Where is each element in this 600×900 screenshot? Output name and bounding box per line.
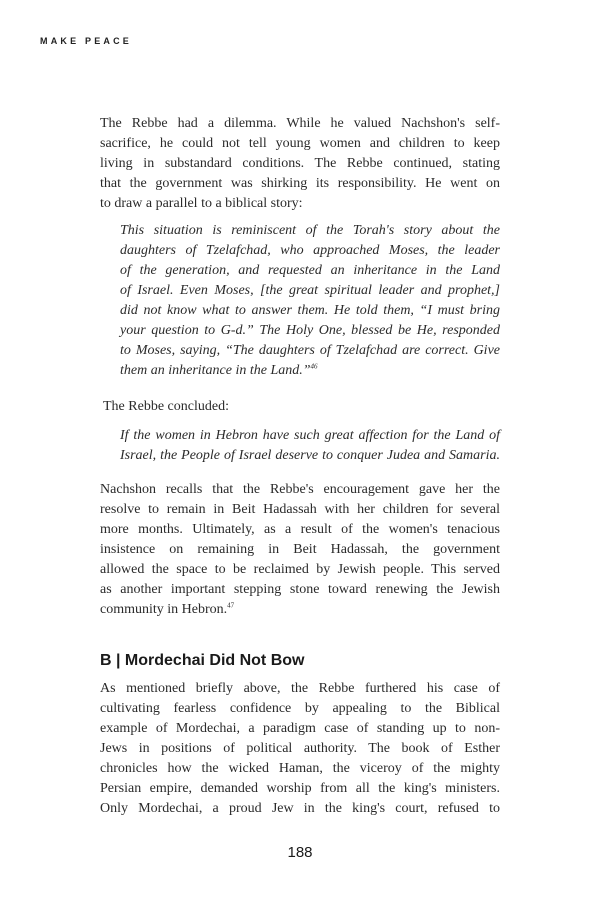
line-text: as another important stepping stone toward renewing the Jewish — [100, 582, 500, 597]
line-text: This situation is reminiscent of the Torah's story about the — [120, 223, 500, 238]
paragraph — [100, 480, 500, 620]
text-line — [100, 174, 500, 194]
line-text: them an inheritance in the Land.” — [120, 363, 311, 378]
line-text: example of Mordechai, a paradigm case of standing up to non- — [100, 721, 500, 736]
line-text: The Rebbe had a dilemma. While he valued Nachshon's self- — [100, 116, 500, 131]
text-line — [100, 580, 500, 600]
footnote-marker[interactable]: 46 — [310, 362, 318, 371]
text-line — [120, 426, 500, 446]
line-text: Persian empire, demanded worship from all the king's ministers. — [100, 781, 500, 796]
text-line — [100, 154, 500, 174]
text-line — [100, 520, 500, 540]
line-text: Israel, the People of Israel deserve to conquer Judea and Samaria. — [120, 448, 500, 463]
line-text: to draw a parallel to a biblical story: — [100, 196, 303, 211]
block-quote — [120, 221, 500, 381]
line-text: to Moses, saying, “The daughters of Tzelafchad are correct. Give — [120, 343, 500, 358]
line-text: your question to G-d.” The Holy One, blessed be He, responded — [120, 323, 500, 338]
text-line — [100, 560, 500, 580]
text-line — [100, 600, 500, 620]
text-line — [120, 301, 500, 321]
line-text: cultivating fearless confidence by appealing to the Biblical — [100, 701, 500, 716]
text-line — [100, 134, 500, 154]
footnote-marker[interactable]: 47 — [227, 601, 235, 610]
text-line — [100, 799, 500, 819]
text-line — [100, 779, 500, 799]
text-line — [100, 500, 500, 520]
text-line — [100, 739, 500, 759]
line-text: of Israel. Even Moses, [the great spiritual leader and prophet,] — [120, 283, 500, 298]
paragraph — [100, 114, 500, 214]
text-line — [120, 321, 500, 341]
text-line — [120, 281, 500, 301]
text-line — [120, 361, 500, 381]
line-text: insistence on remaining in Beit Hadassah, the government — [100, 542, 500, 557]
text-line — [120, 261, 500, 281]
line-text: Only Mordechai, a proud Jew in the king's court, refused to — [100, 801, 500, 816]
paragraph — [100, 679, 500, 819]
text-line — [100, 480, 500, 500]
line-text: living in substandard conditions. The Rebbe continued, stating — [100, 156, 500, 171]
running-header: MAKE PEACE — [40, 36, 133, 46]
line-text: If the women in Hebron have such great affection for the Land of — [120, 428, 500, 443]
text-line — [120, 446, 500, 466]
line-text: resolve to remain in Beit Hadassah with her children for several — [100, 502, 500, 517]
text-line — [120, 241, 500, 261]
section-heading: B | Mordechai Did Not Bow — [100, 652, 305, 669]
text-line — [120, 341, 500, 361]
text-line — [100, 719, 500, 739]
concluded-text: The Rebbe concluded: — [103, 399, 229, 414]
line-text: Nachshon recalls that the Rebbe's encouragement gave her the — [100, 482, 500, 497]
block-quote — [120, 426, 500, 466]
text-line — [100, 540, 500, 560]
line-text: As mentioned briefly above, the Rebbe furthered his case of — [100, 681, 500, 696]
line-text: Jews in positions of political authority. The book of Esther — [100, 741, 500, 756]
line-text: of the generation, and requested an inheritance in the Land — [120, 263, 500, 278]
text-line — [100, 679, 500, 699]
line-text: community in Hebron. — [100, 602, 228, 617]
line-text: that the government was shirking its responsibility. He went on — [100, 176, 500, 191]
text-line — [100, 194, 500, 214]
text-line — [100, 699, 500, 719]
page-number: 188 — [287, 844, 313, 861]
text-line — [100, 759, 500, 779]
line-text: sacrifice, he could not tell young women and children to keep — [100, 136, 500, 151]
line-text: daughters of Tzelafchad, who approached Moses, the leader — [120, 243, 500, 258]
text-line — [100, 114, 500, 134]
line-text: more months. Ultimately, as a result of the women's tenacious — [100, 522, 500, 537]
line-text: chronicles how the wicked Haman, the viceroy of the mighty — [100, 761, 500, 776]
text-line — [120, 221, 500, 241]
paragraph — [103, 397, 403, 417]
line-text: did not know what to answer them. He told them, “I must bring — [120, 303, 500, 318]
line-text: allowed the space to be reclaimed by Jewish people. This served — [100, 562, 500, 577]
